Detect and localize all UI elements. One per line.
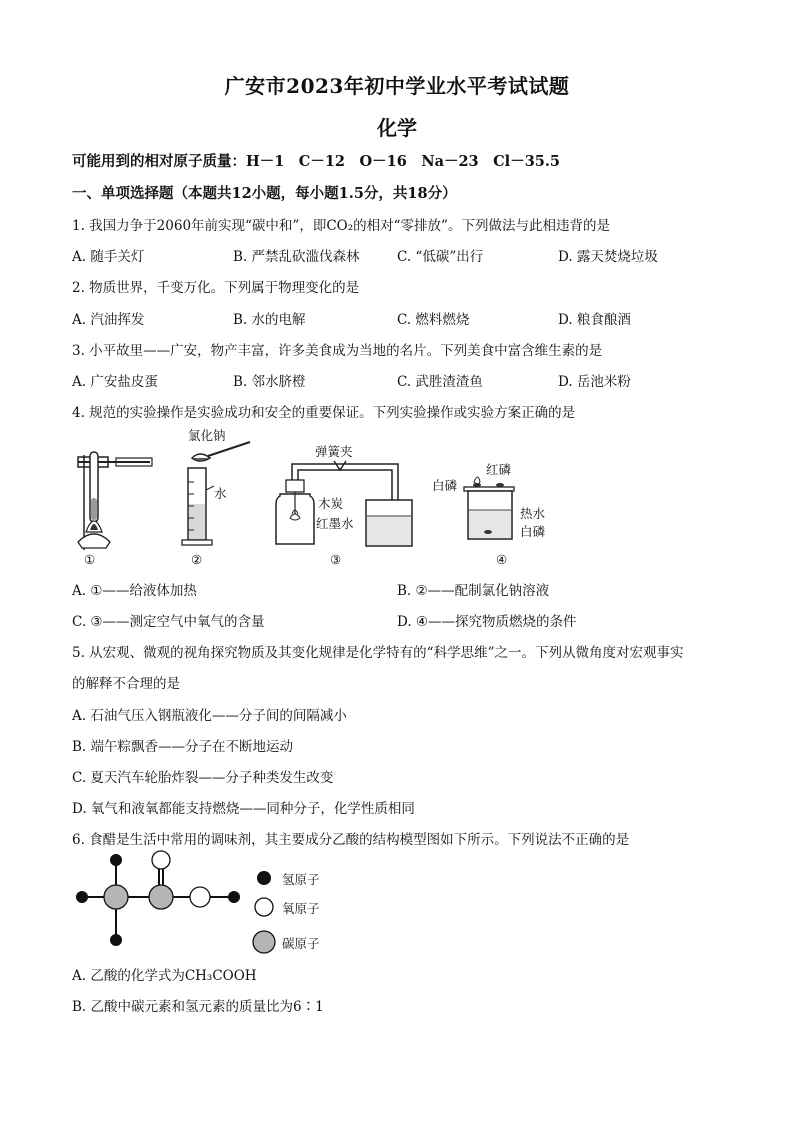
- hydrogen-atom: [76, 891, 88, 903]
- q1-option-b: B. 严禁乱砍滥伐森林: [233, 249, 360, 265]
- q1-option-a: A. 随手关灯: [72, 249, 145, 265]
- acetic-acid-molecule-model: [66, 848, 252, 950]
- figure-combustion-beaker: [460, 470, 520, 550]
- atomic-masses: 可能用到的相对原子质量：H－1 C－12 O－16 Na－23 Cl－35.5: [72, 153, 561, 170]
- carbon-atom: [104, 885, 128, 909]
- question-5-stem-line-1: 5. 从宏观、微观的视角探究物质及其变化规律是化学特有的“科学思维”之一。下列从微角度对宏观事实: [72, 645, 684, 661]
- hydrogen-atom: [110, 854, 122, 866]
- figure-3-number: ③: [330, 552, 342, 567]
- label-white-phosphorus-bottom: 白磷: [520, 524, 546, 539]
- q4-option-b: B. ②——配制氯化钠溶液: [397, 583, 550, 599]
- label-white-phosphorus-top: 白磷: [432, 478, 458, 493]
- q3-option-b: B. 邻水脐橙: [233, 374, 306, 390]
- q2-option-d: D. 粮食酿酒: [558, 312, 631, 328]
- hydrogen-atom: [228, 891, 240, 903]
- q2-option-b: B. 水的电解: [233, 312, 306, 328]
- oxygen-atom: [152, 851, 170, 869]
- q4-option-d: D. ④——探究物质燃烧的条件: [397, 614, 577, 630]
- question-6-stem: 6. 食醋是生活中常用的调味剂，其主要成分乙酸的结构模型图如下所示。下列说法不正确的是: [72, 832, 630, 848]
- q4-option-c: C. ③——测定空气中氧气的含量: [72, 614, 265, 630]
- label-clamp: 弹簧夹: [315, 444, 353, 459]
- label-red-phosphorus: 红磷: [486, 462, 512, 477]
- label-hot-water: 热水: [520, 506, 546, 521]
- q5-option-c: C. 夏天汽车轮胎炸裂——分子种类发生改变: [72, 770, 334, 786]
- q2-option-a: A. 汽油挥发: [72, 312, 145, 328]
- q4-option-a: A. ①——给液体加热: [72, 583, 197, 599]
- label-charcoal: 木炭: [318, 496, 344, 511]
- q5-option-d: D. 氧气和液氧都能支持燃烧——同种分子，化学性质相同: [72, 801, 415, 817]
- question-3-stem: 3. 小平故里——广安，物产丰富，许多美食成为当地的名片。下列美食中富含维生素的是: [72, 343, 603, 359]
- section-heading: 一、单项选择题（本题共12小题，每小题1.5分，共18分）: [72, 185, 457, 202]
- question-2-stem: 2. 物质世界，千变万化。下列属于物理变化的是: [72, 280, 360, 296]
- label-nacl: 氯化钠: [188, 428, 226, 443]
- figure-oxygen-apparatus: [270, 456, 420, 550]
- label-red-ink: 红墨水: [316, 516, 354, 531]
- q5-option-a: A. 石油气压入钢瓶液化——分子间的间隔减小: [72, 708, 347, 724]
- q3-option-c: C. 武胜渣渣鱼: [397, 374, 483, 390]
- figure-2-number: ②: [191, 552, 203, 567]
- question-5-stem-line-2: 的解释不合理的是: [72, 676, 180, 692]
- question-1-stem: 1. 我国力争于2060年前实现“碳中和”，即CO₂的相对“零排放”。下列做法与此相违背的是: [72, 218, 610, 234]
- q2-option-c: C. 燃料燃烧: [397, 312, 470, 328]
- oxygen-atom: [190, 887, 210, 907]
- subject-title: 化学: [377, 116, 417, 140]
- figure-1-number: ①: [84, 552, 96, 567]
- q5-option-b: B. 端午粽飘香——分子在不断地运动: [72, 739, 294, 755]
- q3-option-a: A. 广安盐皮蛋: [72, 374, 158, 390]
- exam-title: 广安市2023年初中学业水平考试试题: [224, 74, 570, 98]
- question-4-stem: 4. 规范的实验操作是实验成功和安全的重要保证。下列实验操作或实验方案正确的是: [72, 405, 576, 421]
- legend-carbon-icon: [253, 931, 275, 953]
- legend-carbon-label: 碳原子: [282, 936, 320, 951]
- atom-legend-symbols: [252, 866, 278, 956]
- q6-option-a: A. 乙酸的化学式为CH₃COOH: [72, 968, 257, 984]
- hydrogen-atom: [110, 934, 122, 946]
- figure-4-number: ④: [496, 552, 508, 567]
- carbon-atom: [149, 885, 173, 909]
- label-water: 水: [214, 486, 227, 501]
- q1-option-d: D. 露天焚烧垃圾: [558, 249, 658, 265]
- legend-oxygen-label: 氧原子: [282, 901, 320, 916]
- q6-option-b: B. 乙酸中碳元素和氢元素的质量比为6∶1: [72, 999, 324, 1015]
- q1-option-c: C. “低碳”出行: [397, 249, 484, 265]
- figure-heating-liquid: [70, 440, 160, 550]
- legend-hydrogen-label: 氢原子: [282, 872, 320, 887]
- legend-oxygen-icon: [255, 898, 273, 916]
- q3-option-d: D. 岳池米粉: [558, 374, 631, 390]
- legend-hydrogen-icon: [257, 871, 271, 885]
